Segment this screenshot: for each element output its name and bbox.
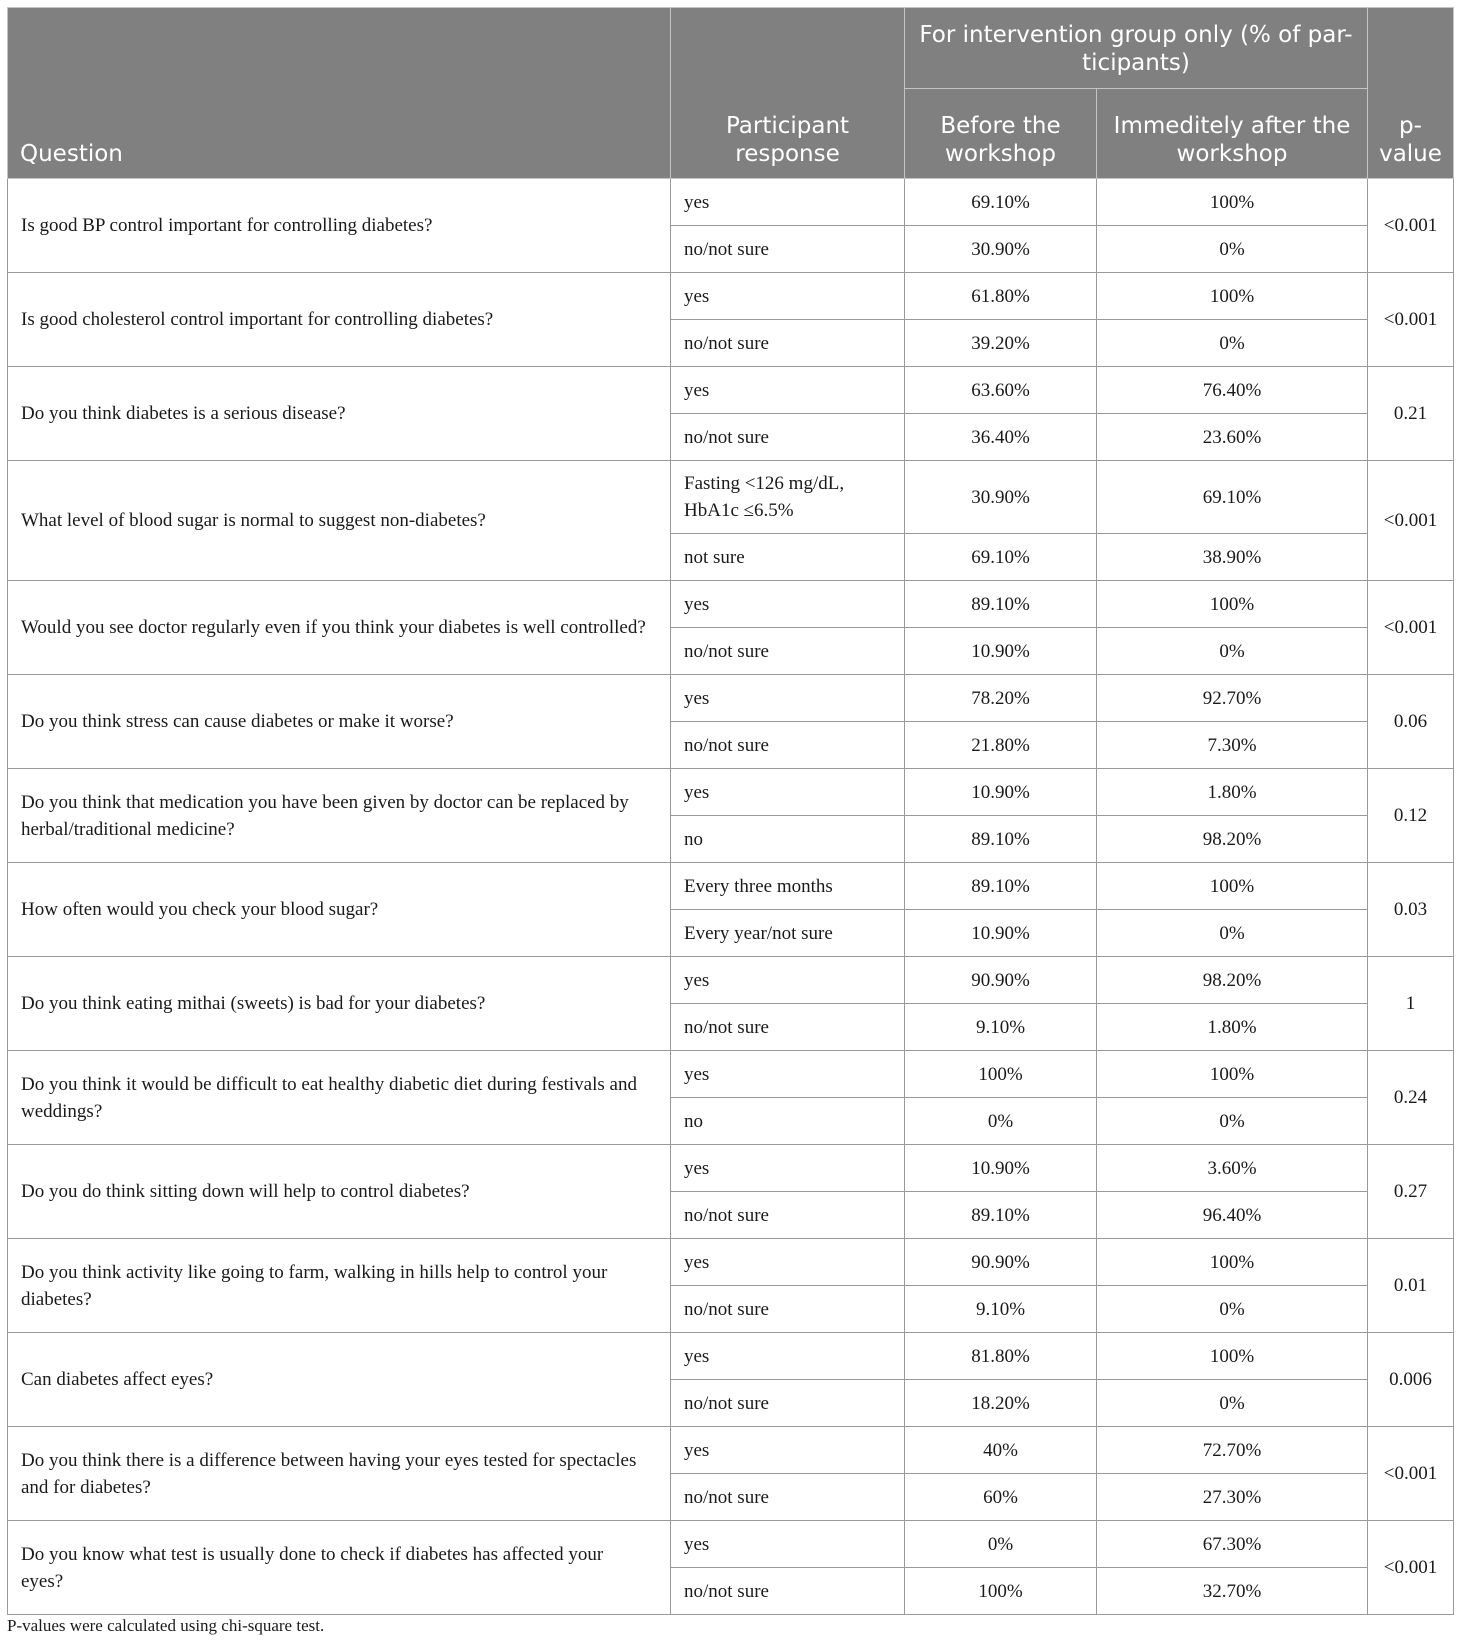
- after-value-cell: 27.30%: [1097, 1474, 1368, 1521]
- before-value-cell: 10.90%: [905, 1145, 1097, 1192]
- after-value-cell: 92.70%: [1097, 675, 1368, 722]
- question-cell: Do you think activity like going to farm, walking in hills help to control your diabetes?: [8, 1239, 671, 1333]
- after-value-cell: 0%: [1097, 320, 1368, 367]
- after-value-cell: 1.80%: [1097, 1004, 1368, 1051]
- after-value-cell: 100%: [1097, 1239, 1368, 1286]
- question-cell: Do you think it would be difficult to eat healthy diabetic diet during festivals and weddings?: [8, 1051, 671, 1145]
- response-cell: yes: [671, 769, 905, 816]
- after-value-cell: 98.20%: [1097, 816, 1368, 863]
- question-cell: Do you think diabetes is a serious disease?: [8, 367, 671, 461]
- table-row: [8, 1051, 1454, 1098]
- table-row: [8, 1521, 1454, 1568]
- header-intervention-group: For intervention group only (% of par-ticipants): [905, 8, 1368, 89]
- before-value-cell: 69.10%: [905, 179, 1097, 226]
- p-value-cell: <0.001: [1368, 1427, 1454, 1521]
- table-row: [8, 675, 1454, 722]
- p-value-cell: 0.006: [1368, 1333, 1454, 1427]
- p-value-cell: 0.27: [1368, 1145, 1454, 1239]
- after-value-cell: 1.80%: [1097, 769, 1368, 816]
- p-value-cell: 0.01: [1368, 1239, 1454, 1333]
- after-value-cell: 100%: [1097, 1051, 1368, 1098]
- results-table-container: [7, 7, 1453, 1615]
- after-value-cell: 3.60%: [1097, 1145, 1368, 1192]
- table-row: [8, 863, 1454, 910]
- after-value-cell: 72.70%: [1097, 1427, 1368, 1474]
- results-table: [7, 7, 1454, 1615]
- table-row: [8, 1333, 1454, 1380]
- p-value-cell: <0.001: [1368, 179, 1454, 273]
- before-value-cell: 60%: [905, 1474, 1097, 1521]
- after-value-cell: 69.10%: [1097, 461, 1368, 534]
- before-value-cell: 90.90%: [905, 957, 1097, 1004]
- p-value-cell: <0.001: [1368, 461, 1454, 581]
- table-row: [8, 1145, 1454, 1192]
- before-value-cell: 10.90%: [905, 628, 1097, 675]
- p-value-cell: <0.001: [1368, 1521, 1454, 1615]
- before-value-cell: 89.10%: [905, 581, 1097, 628]
- before-value-cell: 0%: [905, 1521, 1097, 1568]
- before-value-cell: 36.40%: [905, 414, 1097, 461]
- header-after-workshop: Immeditely after the workshop: [1097, 89, 1368, 179]
- p-value-cell: 0.21: [1368, 367, 1454, 461]
- before-value-cell: 81.80%: [905, 1333, 1097, 1380]
- before-value-cell: 0%: [905, 1098, 1097, 1145]
- before-value-cell: 89.10%: [905, 863, 1097, 910]
- table-row: [8, 461, 1454, 534]
- before-value-cell: 89.10%: [905, 1192, 1097, 1239]
- table-footnote: P-values were calculated using chi-square test.: [7, 1616, 325, 1635]
- response-cell: no/not sure: [671, 1474, 905, 1521]
- before-value-cell: 10.90%: [905, 910, 1097, 957]
- table-body: [8, 179, 1454, 1615]
- response-cell: no/not sure: [671, 226, 905, 273]
- after-value-cell: 96.40%: [1097, 1192, 1368, 1239]
- after-value-cell: 100%: [1097, 581, 1368, 628]
- response-cell: yes: [671, 1051, 905, 1098]
- question-cell: Do you do think sitting down will help to control diabetes?: [8, 1145, 671, 1239]
- response-cell: Fasting <126 mg/dL, HbA1c ≤6.5%: [671, 461, 905, 534]
- p-value-cell: <0.001: [1368, 581, 1454, 675]
- p-value-cell: 0.03: [1368, 863, 1454, 957]
- p-value-cell: <0.001: [1368, 273, 1454, 367]
- response-cell: no/not sure: [671, 1192, 905, 1239]
- table-header: [8, 8, 1454, 179]
- before-value-cell: 39.20%: [905, 320, 1097, 367]
- response-cell: no: [671, 816, 905, 863]
- after-value-cell: 98.20%: [1097, 957, 1368, 1004]
- question-cell: Is good BP control important for controlling diabetes?: [8, 179, 671, 273]
- after-value-cell: 100%: [1097, 273, 1368, 320]
- before-value-cell: 10.90%: [905, 769, 1097, 816]
- response-cell: no/not sure: [671, 320, 905, 367]
- response-cell: yes: [671, 1333, 905, 1380]
- p-value-cell: 0.06: [1368, 675, 1454, 769]
- table-row: [8, 1427, 1454, 1474]
- header-p-value: p- value: [1368, 8, 1454, 179]
- response-cell: no/not sure: [671, 628, 905, 675]
- response-cell: yes: [671, 367, 905, 414]
- before-value-cell: 9.10%: [905, 1286, 1097, 1333]
- header-before-workshop: Before the workshop: [905, 89, 1097, 179]
- before-value-cell: 9.10%: [905, 1004, 1097, 1051]
- response-cell: yes: [671, 273, 905, 320]
- after-value-cell: 23.60%: [1097, 414, 1368, 461]
- response-cell: yes: [671, 957, 905, 1004]
- after-value-cell: 0%: [1097, 910, 1368, 957]
- after-value-cell: 100%: [1097, 179, 1368, 226]
- before-value-cell: 40%: [905, 1427, 1097, 1474]
- table-row: [8, 957, 1454, 1004]
- after-value-cell: 7.30%: [1097, 722, 1368, 769]
- p-value-cell: 0.12: [1368, 769, 1454, 863]
- question-cell: Do you think stress can cause diabetes or make it worse?: [8, 675, 671, 769]
- before-value-cell: 90.90%: [905, 1239, 1097, 1286]
- after-value-cell: 76.40%: [1097, 367, 1368, 414]
- response-cell: Every three months: [671, 863, 905, 910]
- after-value-cell: 0%: [1097, 628, 1368, 675]
- response-cell: yes: [671, 581, 905, 628]
- response-cell: yes: [671, 1239, 905, 1286]
- before-value-cell: 63.60%: [905, 367, 1097, 414]
- before-value-cell: 78.20%: [905, 675, 1097, 722]
- before-value-cell: 30.90%: [905, 461, 1097, 534]
- after-value-cell: 0%: [1097, 1098, 1368, 1145]
- after-value-cell: 100%: [1097, 863, 1368, 910]
- response-cell: yes: [671, 1521, 905, 1568]
- response-cell: no/not sure: [671, 1286, 905, 1333]
- after-value-cell: 0%: [1097, 1286, 1368, 1333]
- header-participant-response: Participant response: [671, 8, 905, 179]
- after-value-cell: 67.30%: [1097, 1521, 1368, 1568]
- question-cell: Do you think eating mithai (sweets) is bad for your diabetes?: [8, 957, 671, 1051]
- after-value-cell: 0%: [1097, 1380, 1368, 1427]
- p-value-cell: 0.24: [1368, 1051, 1454, 1145]
- question-cell: How often would you check your blood sugar?: [8, 863, 671, 957]
- table-row: [8, 273, 1454, 320]
- before-value-cell: 18.20%: [905, 1380, 1097, 1427]
- response-cell: yes: [671, 1145, 905, 1192]
- question-cell: Can diabetes affect eyes?: [8, 1333, 671, 1427]
- header-question: Question: [8, 8, 671, 179]
- before-value-cell: 69.10%: [905, 534, 1097, 581]
- before-value-cell: 61.80%: [905, 273, 1097, 320]
- before-value-cell: 30.90%: [905, 226, 1097, 273]
- question-cell: What level of blood sugar is normal to suggest non-diabetes?: [8, 461, 671, 581]
- response-cell: no/not sure: [671, 414, 905, 461]
- question-cell: Do you think there is a difference between having your eyes tested for spectacles and for diabetes?: [8, 1427, 671, 1521]
- table-row: [8, 367, 1454, 414]
- response-cell: yes: [671, 179, 905, 226]
- table-row: [8, 1239, 1454, 1286]
- response-cell: no/not sure: [671, 1568, 905, 1615]
- after-value-cell: 38.90%: [1097, 534, 1368, 581]
- before-value-cell: 100%: [905, 1568, 1097, 1615]
- question-cell: Do you know what test is usually done to check if diabetes has affected your eyes?: [8, 1521, 671, 1615]
- response-cell: no/not sure: [671, 722, 905, 769]
- response-cell: Every year/not sure: [671, 910, 905, 957]
- before-value-cell: 100%: [905, 1051, 1097, 1098]
- table-row: [8, 179, 1454, 226]
- response-cell: yes: [671, 675, 905, 722]
- response-cell: no/not sure: [671, 1380, 905, 1427]
- question-cell: Would you see doctor regularly even if you think your diabetes is well controlled?: [8, 581, 671, 675]
- response-cell: no/not sure: [671, 1004, 905, 1051]
- response-cell: yes: [671, 1427, 905, 1474]
- before-value-cell: 89.10%: [905, 816, 1097, 863]
- response-cell: not sure: [671, 534, 905, 581]
- table-row: [8, 581, 1454, 628]
- question-cell: Is good cholesterol control important for controlling diabetes?: [8, 273, 671, 367]
- p-value-cell: 1: [1368, 957, 1454, 1051]
- question-cell: Do you think that medication you have been given by doctor can be replaced by herbal/traditional medicine?: [8, 769, 671, 863]
- before-value-cell: 21.80%: [905, 722, 1097, 769]
- table-row: [8, 769, 1454, 816]
- after-value-cell: 32.70%: [1097, 1568, 1368, 1615]
- after-value-cell: 100%: [1097, 1333, 1368, 1380]
- after-value-cell: 0%: [1097, 226, 1368, 273]
- response-cell: no: [671, 1098, 905, 1145]
